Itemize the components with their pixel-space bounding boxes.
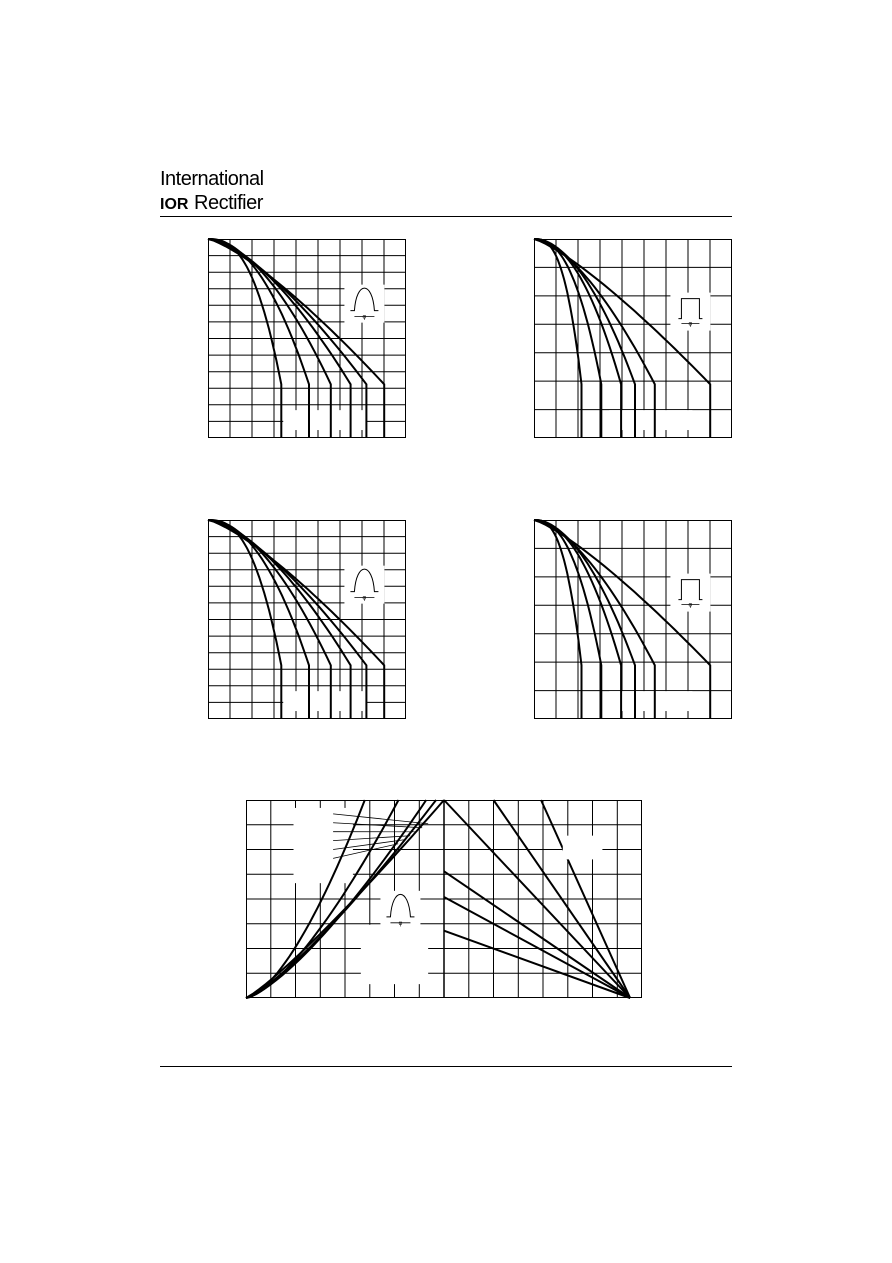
plot-frame — [535, 521, 732, 719]
legend-zone — [294, 808, 353, 883]
label-zone — [283, 410, 366, 430]
footer-rule — [160, 1066, 732, 1067]
derating-chart-square-1 — [534, 239, 732, 438]
conduction-angle-symbol: φ — [688, 601, 693, 609]
company-logo — [160, 168, 280, 218]
derating-curve — [534, 239, 655, 438]
derating-curve — [534, 520, 655, 719]
derating-chart-sine-1 — [208, 239, 406, 438]
label-zone — [563, 836, 603, 860]
thermal-resistance-line — [444, 897, 630, 998]
plot-frame — [535, 240, 732, 438]
logo-international-text: International — [160, 168, 264, 190]
derating-curve — [534, 520, 601, 719]
logo-rectifier-text: Rectifier — [194, 192, 263, 214]
derating-chart-sine-2 — [208, 520, 406, 719]
label-zone — [283, 691, 366, 711]
header-rule — [160, 216, 732, 217]
ior-logo-mark: IOR — [160, 196, 189, 213]
conduction-angle-symbol: φ — [688, 320, 693, 328]
thermal-resistance-line — [444, 931, 630, 998]
derating-chart-square-2 — [534, 520, 732, 719]
conduction-angle-symbol: φ — [362, 313, 367, 321]
derating-curve — [534, 239, 601, 438]
logo-rectifier-line — [160, 192, 263, 215]
conduction-angle-symbol: φ — [362, 594, 367, 602]
power-dissipation-chart — [246, 800, 642, 998]
label-zone — [361, 925, 428, 984]
conduction-angle-symbol: φ — [398, 919, 403, 927]
